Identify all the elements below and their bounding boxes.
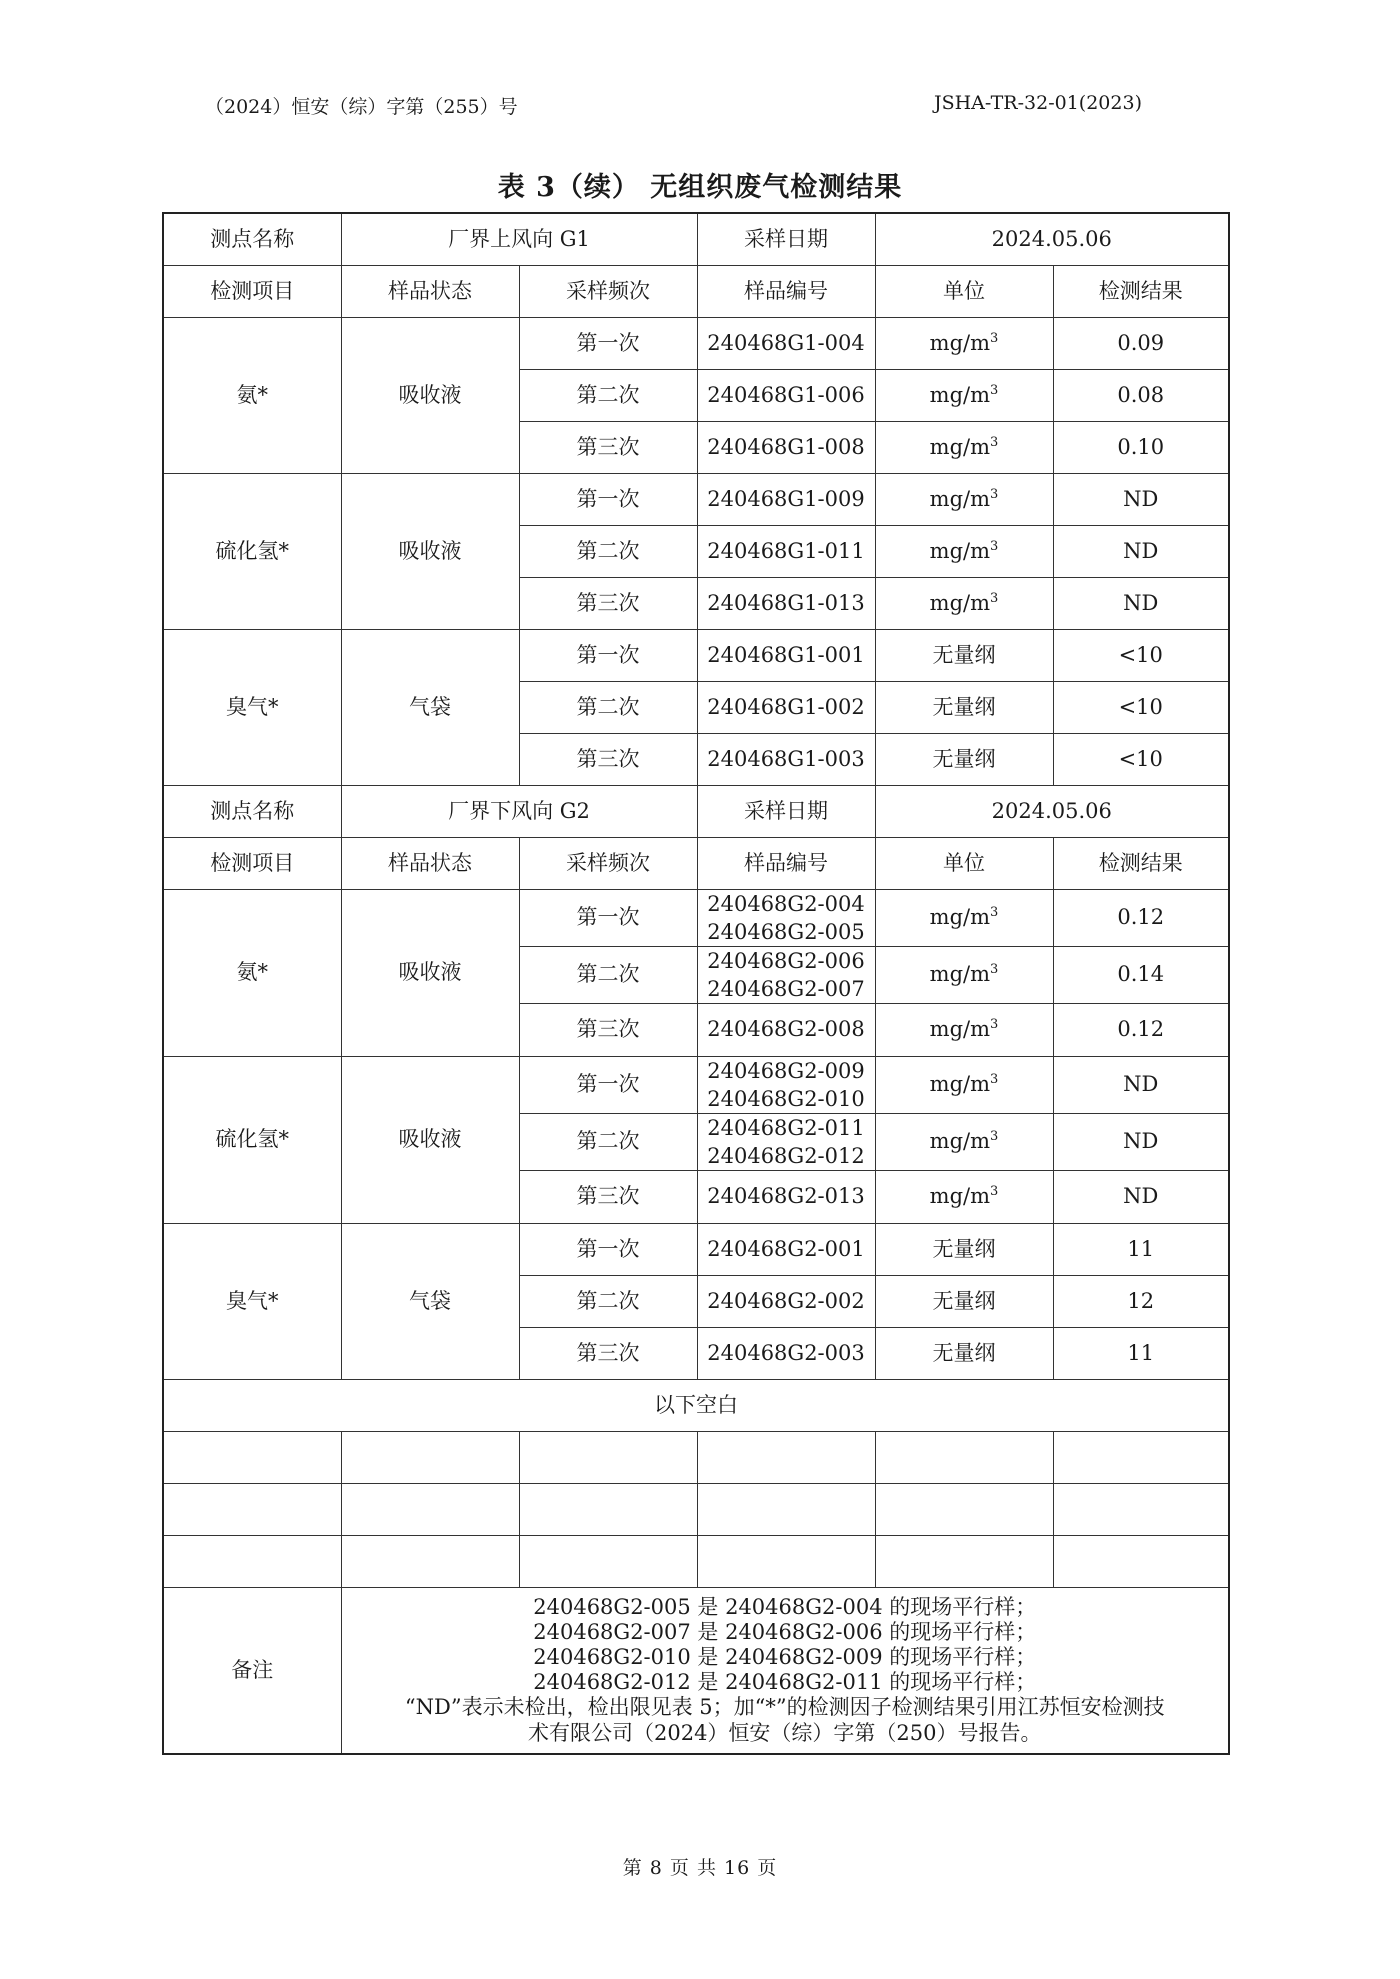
table-title: 表 3（续） 无组织废气检测结果	[497, 172, 903, 203]
unit-base: mg/m	[929, 1072, 991, 1097]
column-header: 检测项目	[163, 266, 341, 318]
test-item: 氨*	[163, 890, 341, 1057]
test-result: 0.12	[1053, 890, 1229, 947]
unit-exponent: 3	[990, 1129, 999, 1145]
empty-row	[163, 1536, 1229, 1588]
sample-id: 240468G1-013	[707, 590, 865, 615]
empty-cell	[875, 1484, 1053, 1536]
test-result: <10	[1053, 682, 1229, 734]
empty-cell	[875, 1536, 1053, 1588]
test-result: 0.12	[1053, 1004, 1229, 1057]
unit: 无量纲	[875, 1224, 1053, 1276]
unit	[875, 526, 1053, 578]
test-result: 0.09	[1053, 318, 1229, 370]
unit-base: mg/m	[929, 330, 991, 355]
unit	[875, 318, 1053, 370]
sampling-frequency: 第三次	[519, 1171, 697, 1224]
sample-id: 240468G1-001	[707, 642, 865, 667]
test-result: 0.10	[1053, 422, 1229, 474]
column-header-row	[163, 266, 1229, 318]
sample-number	[697, 526, 875, 578]
sample-number	[697, 370, 875, 422]
form-code: JSHA-TR-32-01(2023)	[933, 92, 1142, 114]
unit-base: mg/m	[929, 434, 991, 459]
empty-cell	[697, 1432, 875, 1484]
unit	[875, 1114, 1053, 1171]
sampling-frequency: 第一次	[519, 474, 697, 526]
sampling-frequency: 第一次	[519, 890, 697, 947]
unit-exponent: 3	[990, 382, 999, 398]
sample-number	[697, 1004, 875, 1057]
unit: 无量纲	[875, 1276, 1053, 1328]
table-row	[163, 630, 1229, 682]
sampling-frequency: 第二次	[519, 1276, 697, 1328]
sample-date-label: 采样日期	[697, 786, 875, 838]
blank-note: 以下空白	[163, 1380, 1229, 1432]
column-header: 检测结果	[1053, 838, 1229, 890]
unit-base: mg/m	[929, 1184, 991, 1209]
unit-exponent: 3	[990, 590, 999, 606]
empty-cell	[341, 1432, 519, 1484]
column-header: 样品编号	[697, 266, 875, 318]
column-header: 检测项目	[163, 838, 341, 890]
sample-number	[697, 947, 875, 1004]
sampling-frequency: 第三次	[519, 1328, 697, 1380]
unit-base: mg/m	[929, 905, 991, 930]
empty-cell	[1053, 1536, 1229, 1588]
site-name-value: 厂界下风向 G2	[341, 786, 697, 838]
empty-cell	[519, 1484, 697, 1536]
sample-id: 240468G1-009	[707, 486, 865, 511]
test-result: 0.08	[1053, 370, 1229, 422]
unit	[875, 578, 1053, 630]
remark-line: 240468G2-007 是 240468G2-006 的现场平行样；	[533, 1619, 1037, 1644]
empty-row	[163, 1432, 1229, 1484]
empty-cell	[1053, 1484, 1229, 1536]
sample-id: 240468G2-012	[707, 1144, 865, 1168]
sample-number	[697, 474, 875, 526]
sampling-frequency: 第三次	[519, 734, 697, 786]
empty-cell	[519, 1536, 697, 1588]
empty-cell	[697, 1536, 875, 1588]
sample-number	[697, 1171, 875, 1224]
sample-number	[697, 682, 875, 734]
unit: 无量纲	[875, 630, 1053, 682]
unit-exponent: 3	[990, 1184, 999, 1200]
test-result: <10	[1053, 734, 1229, 786]
test-result: 11	[1053, 1328, 1229, 1380]
remark-line: “ND”表示未检出，检出限见表 5；加“*”的检测因子检测结果引用江苏恒安检测技	[404, 1695, 1165, 1720]
remark-line: 240468G2-012 是 240468G2-011 的现场平行样；	[533, 1670, 1037, 1695]
empty-row	[163, 1484, 1229, 1536]
test-result: ND	[1053, 526, 1229, 578]
results-table	[162, 212, 1230, 1755]
unit	[875, 947, 1053, 1004]
unit	[875, 370, 1053, 422]
column-header: 单位	[875, 266, 1053, 318]
test-result: ND	[1053, 474, 1229, 526]
table-row	[163, 1057, 1229, 1114]
unit	[875, 890, 1053, 947]
remark-line: 240468G2-010 是 240468G2-009 的现场平行样；	[533, 1645, 1037, 1670]
remarks-label: 备注	[163, 1588, 341, 1754]
sample-id: 240468G1-002	[707, 694, 865, 719]
sample-number	[697, 890, 875, 947]
empty-cell	[519, 1432, 697, 1484]
unit: 无量纲	[875, 734, 1053, 786]
unit	[875, 1171, 1053, 1224]
empty-cell	[341, 1536, 519, 1588]
sample-id: 240468G1-004	[707, 330, 865, 355]
sample-number	[697, 422, 875, 474]
sample-state: 气袋	[341, 630, 519, 786]
test-result: 0.14	[1053, 947, 1229, 1004]
sample-id: 240468G2-002	[707, 1288, 865, 1313]
sample-number	[697, 1057, 875, 1114]
sample-id: 240468G2-011	[707, 1116, 865, 1140]
column-header: 采样频次	[519, 838, 697, 890]
empty-cell	[697, 1484, 875, 1536]
sampling-frequency: 第三次	[519, 578, 697, 630]
test-result: <10	[1053, 630, 1229, 682]
unit-exponent: 3	[990, 538, 999, 554]
sample-number	[697, 1224, 875, 1276]
empty-cell	[163, 1536, 341, 1588]
sample-date-value: 2024.05.06	[875, 786, 1229, 838]
remark-line: 240468G2-005 是 240468G2-004 的现场平行样；	[533, 1594, 1037, 1619]
sample-id: 240468G1-011	[707, 538, 865, 563]
site-row	[163, 213, 1229, 266]
sample-date-label: 采样日期	[697, 213, 875, 266]
remarks-row	[163, 1588, 1229, 1754]
sampling-frequency: 第二次	[519, 947, 697, 1004]
sampling-frequency: 第三次	[519, 422, 697, 474]
sample-state: 吸收液	[341, 474, 519, 630]
sample-id: 240468G2-008	[707, 1017, 865, 1042]
unit-base: mg/m	[929, 382, 991, 407]
site-name-label: 测点名称	[163, 213, 341, 266]
sampling-frequency: 第二次	[519, 682, 697, 734]
unit-exponent: 3	[990, 1017, 999, 1033]
sample-state: 气袋	[341, 1224, 519, 1380]
sampling-frequency: 第二次	[519, 526, 697, 578]
sample-id: 240468G1-003	[707, 746, 865, 771]
column-header: 采样频次	[519, 266, 697, 318]
column-header: 检测结果	[1053, 266, 1229, 318]
test-item: 臭气*	[163, 630, 341, 786]
unit	[875, 1057, 1053, 1114]
empty-cell	[163, 1484, 341, 1536]
sample-id: 240468G2-013	[707, 1184, 865, 1209]
column-header-row	[163, 838, 1229, 890]
empty-cell	[1053, 1432, 1229, 1484]
sampling-frequency: 第一次	[519, 1224, 697, 1276]
sample-id: 240468G1-008	[707, 434, 865, 459]
empty-cell	[875, 1432, 1053, 1484]
test-item: 臭气*	[163, 1224, 341, 1380]
sample-id: 240468G2-005	[707, 920, 865, 944]
unit	[875, 1004, 1053, 1057]
site-row	[163, 786, 1229, 838]
test-result: 11	[1053, 1224, 1229, 1276]
table-row	[163, 318, 1229, 370]
remark-line: 术有限公司（2024）恒安（综）字第（250）号报告。	[527, 1720, 1042, 1745]
table-row	[163, 1224, 1229, 1276]
sample-id: 240468G2-003	[707, 1340, 865, 1365]
sample-number	[697, 318, 875, 370]
unit-exponent: 3	[990, 434, 999, 450]
test-item: 硫化氢*	[163, 1057, 341, 1224]
sampling-frequency: 第二次	[519, 1114, 697, 1171]
unit: 无量纲	[875, 682, 1053, 734]
unit-base: mg/m	[929, 1017, 991, 1042]
column-header: 样品状态	[341, 266, 519, 318]
column-header: 单位	[875, 838, 1053, 890]
site-name-value: 厂界上风向 G1	[341, 213, 697, 266]
sample-date-value: 2024.05.06	[875, 213, 1229, 266]
sampling-frequency: 第二次	[519, 370, 697, 422]
page-number: 第 8 页 共 16 页	[622, 1857, 778, 1879]
empty-cell	[163, 1432, 341, 1484]
unit: 无量纲	[875, 1328, 1053, 1380]
report-number: （2024）恒安（综）字第（255）号	[205, 96, 518, 118]
test-item: 硫化氢*	[163, 474, 341, 630]
unit-exponent: 3	[990, 330, 999, 346]
sample-number	[697, 1276, 875, 1328]
test-item: 氨*	[163, 318, 341, 474]
unit-exponent: 3	[990, 905, 999, 921]
test-result: ND	[1053, 1114, 1229, 1171]
sample-number	[697, 734, 875, 786]
unit-exponent: 3	[990, 1072, 999, 1088]
sampling-frequency: 第一次	[519, 318, 697, 370]
blank-note-row	[163, 1380, 1229, 1432]
sample-id: 240468G2-004	[707, 892, 865, 916]
sample-number	[697, 1328, 875, 1380]
test-result: ND	[1053, 1057, 1229, 1114]
unit-base: mg/m	[929, 962, 991, 987]
sampling-frequency: 第一次	[519, 630, 697, 682]
unit-base: mg/m	[929, 538, 991, 563]
sample-state: 吸收液	[341, 1057, 519, 1224]
unit-exponent: 3	[990, 962, 999, 978]
column-header: 样品状态	[341, 838, 519, 890]
sample-state: 吸收液	[341, 318, 519, 474]
sample-id: 240468G1-006	[707, 382, 865, 407]
remarks-content	[341, 1588, 1229, 1754]
test-result: 12	[1053, 1276, 1229, 1328]
site-name-label: 测点名称	[163, 786, 341, 838]
unit	[875, 474, 1053, 526]
sample-state: 吸收液	[341, 890, 519, 1057]
sample-id: 240468G2-007	[707, 977, 865, 1001]
test-result: ND	[1053, 1171, 1229, 1224]
unit-base: mg/m	[929, 486, 991, 511]
column-header: 样品编号	[697, 838, 875, 890]
table-row	[163, 890, 1229, 947]
unit-exponent: 3	[990, 486, 999, 502]
unit	[875, 422, 1053, 474]
sampling-frequency: 第一次	[519, 1057, 697, 1114]
sampling-frequency: 第三次	[519, 1004, 697, 1057]
empty-cell	[341, 1484, 519, 1536]
sample-number	[697, 578, 875, 630]
sample-id: 240468G2-010	[707, 1087, 865, 1111]
sample-id: 240468G2-009	[707, 1059, 865, 1083]
unit-base: mg/m	[929, 590, 991, 615]
sample-id: 240468G2-001	[707, 1236, 865, 1261]
sample-number	[697, 1114, 875, 1171]
test-result: ND	[1053, 578, 1229, 630]
sample-number	[697, 630, 875, 682]
sample-id: 240468G2-006	[707, 949, 865, 973]
unit-base: mg/m	[929, 1129, 991, 1154]
table-row	[163, 474, 1229, 526]
